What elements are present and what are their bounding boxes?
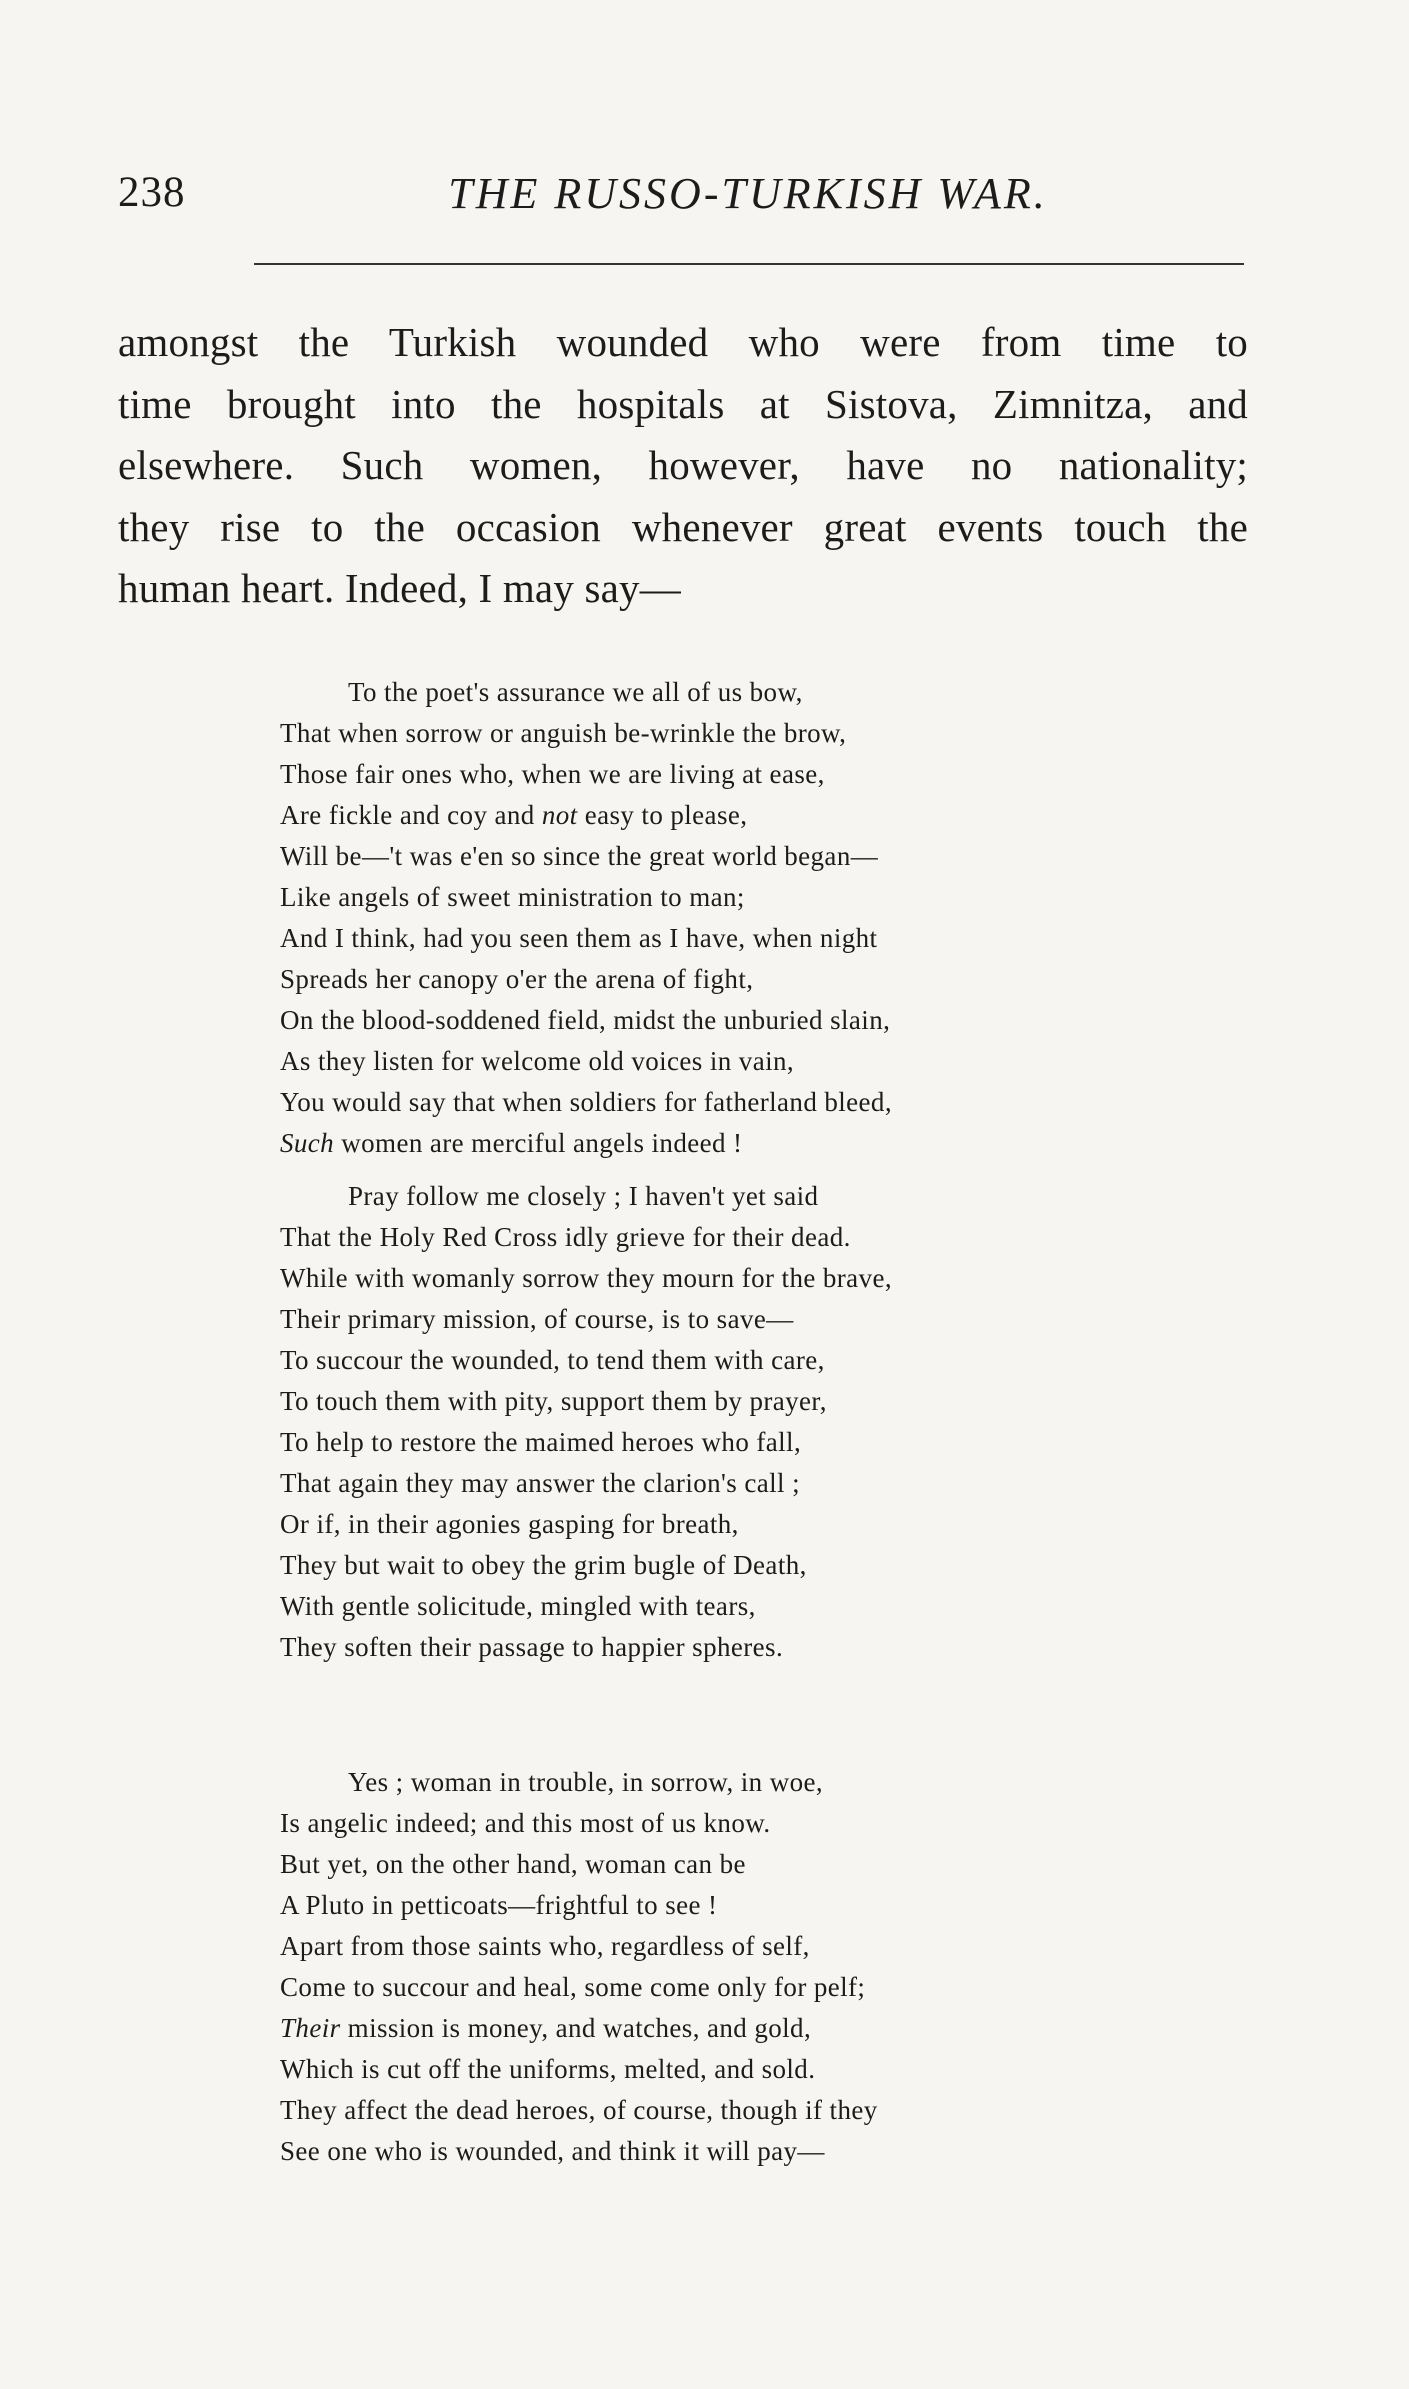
page-header (118, 168, 1248, 238)
emphasized-word: Such (280, 1128, 335, 1158)
prose-line: elsewhere. Such women, however, have no nationality; (118, 442, 1248, 488)
verse-line: Pray follow me closely ; I haven't yet said (348, 1181, 819, 1211)
verse-line: To succour the wounded, to tend them with care, (280, 1345, 825, 1375)
emphasized-word: not (541, 800, 578, 830)
prose-line: human heart. Indeed, I may say— (118, 565, 681, 611)
page-number: 238 (118, 169, 186, 216)
verse-line: Those fair ones who, when we are living at ease, (280, 759, 825, 789)
prose-line: time brought into the hospitals at Sistova, Zimnitza, and (118, 380, 1248, 427)
verse-line: Is angelic indeed; and this most of us know. (280, 1808, 771, 1838)
verse-line: To the poet's assurance we all of us bow, (348, 677, 803, 707)
verse-line: They but wait to obey the grim bugle of Death, (280, 1550, 807, 1580)
poem-stanza-3 (280, 1762, 1100, 2172)
verse-line: To touch them with pity, support them by prayer, (280, 1386, 827, 1416)
verse-line: Spreads her canopy o'er the arena of fight, (280, 964, 754, 994)
verse-line: On the blood-soddened field, midst the unburied slain, (280, 1005, 891, 1035)
verse-line: Their primary mission, of course, is to save— (280, 1304, 794, 1334)
verse-line: Which is cut off the uniforms, melted, and sold. (280, 2054, 816, 2084)
verse-line: You would say that when soldiers for fatherland bleed, (280, 1087, 892, 1117)
verse-line: That the Holy Red Cross idly grieve for their dead. (280, 1222, 851, 1252)
verse-line: Such women are merciful angels indeed ! (280, 1128, 743, 1158)
verse-line: They affect the dead heroes, of course, though if they (280, 2095, 878, 2125)
verse-line: With gentle solicitude, mingled with tears, (280, 1591, 756, 1621)
verse-line: To help to restore the maimed heroes who fall, (280, 1427, 802, 1457)
verse-line: Yes ; woman in trouble, in sorrow, in woe, (348, 1767, 824, 1797)
verse-line: Will be—'t was e'en so since the great world began— (280, 841, 879, 871)
verse-line: Are fickle and coy and not easy to please, (280, 800, 748, 830)
verse-line: That again they may answer the clarion's call ; (280, 1468, 800, 1498)
verse-line: While with womanly sorrow they mourn for the brave, (280, 1263, 893, 1293)
prose-line: they rise to the occasion whenever great events touch the (118, 503, 1248, 550)
verse-line: A Pluto in petticoats—frightful to see ! (280, 1890, 718, 1920)
verse-line: As they listen for welcome old voices in vain, (280, 1046, 795, 1076)
verse-line: But yet, on the other hand, woman can be (280, 1849, 746, 1879)
verse-line: Apart from those saints who, regardless of self, (280, 1931, 810, 1961)
prose-line: amongst the Turkish wounded who were from time to (118, 319, 1248, 365)
verse-line: Like angels of sweet ministration to man; (280, 882, 745, 912)
poem-stanza-2 (280, 1176, 1100, 1668)
poem-stanza-1 (280, 672, 1100, 1164)
emphasized-word: Their (280, 2013, 341, 2043)
verse-line: And I think, had you seen them as I have, when night (280, 923, 878, 953)
verse-line: That when sorrow or anguish be-wrinkle the brow, (280, 718, 847, 748)
header-rule (254, 263, 1244, 265)
running-head: THE RUSSO-TURKISH WAR. (448, 169, 1048, 218)
verse-line: Their mission is money, and watches, and gold, (280, 2013, 812, 2043)
verse-line: Or if, in their agonies gasping for breath, (280, 1509, 739, 1539)
verse-line: Come to succour and heal, some come only for pelf; (280, 1972, 866, 2002)
verse-line: They soften their passage to happier spheres. (280, 1632, 784, 1662)
prose-paragraph (118, 312, 1248, 620)
verse-line: See one who is wounded, and think it will pay— (280, 2136, 825, 2166)
